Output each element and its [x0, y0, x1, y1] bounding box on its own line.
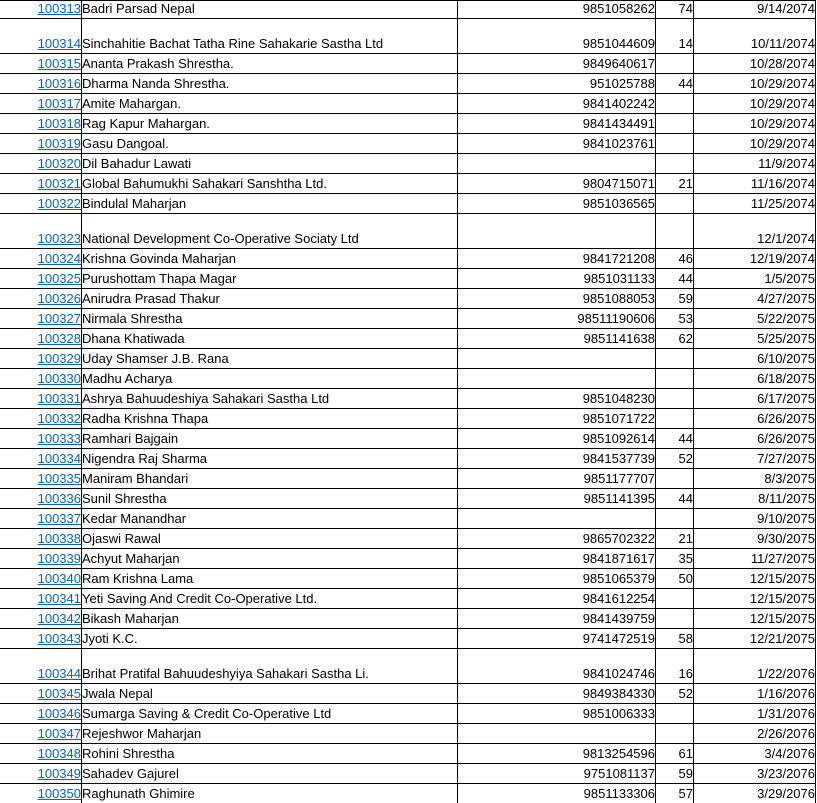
age-cell[interactable]	[656, 704, 694, 724]
table-row	[0, 764, 816, 784]
date-cell[interactable]: 12/15/2075	[694, 569, 816, 589]
date-cell[interactable]: 3/23/2076	[694, 764, 816, 784]
phone-cell[interactable]: 9851092614	[458, 429, 656, 449]
date-cell[interactable]: 8/11/2075	[694, 489, 816, 509]
record-id-link[interactable]: 100334	[37, 451, 81, 466]
date-cell[interactable]: 3/4/2076	[694, 744, 816, 764]
age-cell[interactable]: 53	[656, 309, 694, 329]
age-cell[interactable]: 44	[656, 74, 694, 94]
name-cell[interactable]: Madhu Acharya	[82, 369, 458, 389]
phone-cell[interactable]: 9841721208	[458, 249, 656, 269]
table-row	[0, 114, 816, 134]
name-cell[interactable]: National Development Co-Operative Sociaty Ltd	[82, 214, 458, 249]
record-id-link[interactable]: 100328	[37, 331, 81, 346]
name-cell[interactable]: Jyoti K.C.	[82, 629, 458, 649]
name-cell[interactable]: Dharma Nanda Shrestha.	[82, 74, 458, 94]
date-cell[interactable]: 10/29/2074	[694, 134, 816, 154]
name-cell[interactable]: Rohini Shrestha	[82, 744, 458, 764]
record-id-cell	[0, 114, 82, 134]
name-cell[interactable]: Bindulal Maharjan	[82, 194, 458, 214]
phone-cell[interactable]: 9813254596	[458, 744, 656, 764]
record-id-cell	[0, 609, 82, 629]
record-id-cell	[0, 469, 82, 489]
table-row	[0, 489, 816, 509]
table-row	[0, 629, 816, 649]
record-id-cell	[0, 1, 82, 19]
date-cell[interactable]: 7/27/2075	[694, 449, 816, 469]
phone-cell[interactable]: 9841023761	[458, 134, 656, 154]
phone-cell[interactable]: 9851177707	[458, 469, 656, 489]
record-id-cell	[0, 214, 82, 249]
age-cell[interactable]	[656, 724, 694, 744]
table-row	[0, 214, 816, 249]
phone-cell[interactable]: 9851048230	[458, 389, 656, 409]
record-id-link[interactable]: 100313	[37, 1, 81, 16]
phone-cell[interactable]	[458, 724, 656, 744]
phone-cell[interactable]: 9851141638	[458, 329, 656, 349]
table-row	[0, 349, 816, 369]
phone-cell[interactable]: 9851141395	[458, 489, 656, 509]
record-id-cell	[0, 569, 82, 589]
date-cell[interactable]: 10/29/2074	[694, 114, 816, 134]
record-id-cell	[0, 369, 82, 389]
age-cell[interactable]	[656, 589, 694, 609]
record-id-cell	[0, 529, 82, 549]
phone-cell[interactable]: 98511190606	[458, 309, 656, 329]
date-cell[interactable]: 1/5/2075	[694, 269, 816, 289]
name-cell[interactable]: Uday Shamser J.B. Rana	[82, 349, 458, 369]
phone-cell[interactable]: 9841402242	[458, 94, 656, 114]
age-cell[interactable]: 44	[656, 269, 694, 289]
date-cell[interactable]: 6/17/2075	[694, 389, 816, 409]
age-cell[interactable]: 16	[656, 649, 694, 684]
phone-cell[interactable]: 9849384330	[458, 684, 656, 704]
date-cell[interactable]: 12/1/2074	[694, 214, 816, 249]
date-cell[interactable]: 10/29/2074	[694, 94, 816, 114]
date-cell[interactable]: 6/26/2075	[694, 429, 816, 449]
phone-cell[interactable]: 951025788	[458, 74, 656, 94]
age-cell[interactable]: 61	[656, 744, 694, 764]
date-cell[interactable]: 11/27/2075	[694, 549, 816, 569]
name-cell[interactable]: Maniram Bhandari	[82, 469, 458, 489]
table-row	[0, 649, 816, 684]
name-cell[interactable]: Sumarga Saving & Credit Co-Operative Ltd	[82, 704, 458, 724]
record-id-cell	[0, 74, 82, 94]
date-cell[interactable]: 10/11/2074	[694, 19, 816, 54]
record-id-cell	[0, 509, 82, 529]
name-cell[interactable]: Achyut Maharjan	[82, 549, 458, 569]
record-id-link[interactable]: 100350	[37, 786, 81, 801]
phone-cell[interactable]	[458, 154, 656, 174]
table-row	[0, 609, 816, 629]
age-cell[interactable]: 52	[656, 684, 694, 704]
record-id-link[interactable]: 100331	[37, 391, 81, 406]
record-id-link[interactable]: 100345	[37, 686, 81, 701]
record-id-cell	[0, 54, 82, 74]
record-id-cell	[0, 94, 82, 114]
age-cell[interactable]	[656, 349, 694, 369]
date-cell[interactable]: 10/28/2074	[694, 54, 816, 74]
table-row	[0, 469, 816, 489]
records-table-body	[0, 1, 816, 803]
age-cell[interactable]: 74	[656, 1, 694, 19]
record-id-link[interactable]: 100347	[37, 726, 81, 741]
age-cell[interactable]	[656, 134, 694, 154]
record-id-cell	[0, 429, 82, 449]
age-cell[interactable]: 62	[656, 329, 694, 349]
phone-cell[interactable]: 9851065379	[458, 569, 656, 589]
age-cell[interactable]	[656, 94, 694, 114]
table-row	[0, 154, 816, 174]
date-cell[interactable]: 5/22/2075	[694, 309, 816, 329]
age-cell[interactable]: 59	[656, 764, 694, 784]
phone-cell[interactable]: 9841612254	[458, 589, 656, 609]
phone-cell[interactable]: 9851006333	[458, 704, 656, 724]
record-id-link[interactable]: 100317	[37, 96, 81, 111]
phone-cell[interactable]	[458, 214, 656, 249]
phone-cell[interactable]	[458, 349, 656, 369]
record-id-link[interactable]: 100318	[37, 116, 81, 131]
phone-cell[interactable]: 9841537739	[458, 449, 656, 469]
phone-cell[interactable]: 9851058262	[458, 1, 656, 19]
age-cell[interactable]	[656, 609, 694, 629]
table-row	[0, 744, 816, 764]
name-cell[interactable]: Gasu Dangoal.	[82, 134, 458, 154]
age-cell[interactable]	[656, 214, 694, 249]
record-id-cell	[0, 724, 82, 744]
name-cell[interactable]: Ananta Prakash Shrestha.	[82, 54, 458, 74]
age-cell[interactable]	[656, 389, 694, 409]
phone-cell[interactable]: 9841871617	[458, 549, 656, 569]
record-id-link[interactable]: 100344	[37, 666, 81, 681]
record-id-link[interactable]: 100339	[37, 551, 81, 566]
phone-cell[interactable]: 9804715071	[458, 174, 656, 194]
name-cell[interactable]: Ojaswi Rawal	[82, 529, 458, 549]
age-cell[interactable]	[656, 194, 694, 214]
record-id-cell	[0, 349, 82, 369]
date-cell[interactable]: 3/29/2076	[694, 784, 816, 803]
record-id-cell	[0, 329, 82, 349]
table-row	[0, 269, 816, 289]
table-row	[0, 74, 816, 94]
phone-cell[interactable]: 9851071722	[458, 409, 656, 429]
table-row	[0, 249, 816, 269]
name-cell[interactable]: Purushottam Thapa Magar	[82, 269, 458, 289]
table-row	[0, 289, 816, 309]
record-id-link[interactable]: 100320	[37, 156, 81, 171]
record-id-link[interactable]: 100326	[37, 291, 81, 306]
table-row	[0, 329, 816, 349]
record-id-link[interactable]: 100337	[37, 511, 81, 526]
name-cell[interactable]: Anirudra Prasad Thakur	[82, 289, 458, 309]
record-id-cell	[0, 134, 82, 154]
record-id-cell	[0, 649, 82, 684]
age-cell[interactable]: 44	[656, 489, 694, 509]
age-cell[interactable]	[656, 54, 694, 74]
record-id-cell	[0, 389, 82, 409]
age-cell[interactable]: 21	[656, 529, 694, 549]
table-row	[0, 389, 816, 409]
name-cell[interactable]: Sunil Shrestha	[82, 489, 458, 509]
record-id-link[interactable]: 100325	[37, 271, 81, 286]
record-id-link[interactable]: 100322	[37, 196, 81, 211]
phone-cell[interactable]: 9751081137	[458, 764, 656, 784]
name-cell[interactable]: Nigendra Raj Sharma	[82, 449, 458, 469]
name-cell[interactable]: Rejeshwor Maharjan	[82, 724, 458, 744]
table-row	[0, 1, 816, 19]
record-id-link[interactable]: 100321	[37, 176, 81, 191]
record-id-cell	[0, 784, 82, 803]
date-cell[interactable]: 10/29/2074	[694, 74, 816, 94]
age-cell[interactable]: 59	[656, 289, 694, 309]
name-cell[interactable]: Ram Krishna Lama	[82, 569, 458, 589]
name-cell[interactable]: Krishna Govinda Maharjan	[82, 249, 458, 269]
record-id-cell	[0, 449, 82, 469]
record-id-cell	[0, 549, 82, 569]
record-id-cell	[0, 764, 82, 784]
table-row	[0, 704, 816, 724]
record-id-link[interactable]: 100335	[37, 471, 81, 486]
table-row	[0, 429, 816, 449]
date-cell[interactable]: 2/26/2076	[694, 724, 816, 744]
age-cell[interactable]: 44	[656, 429, 694, 449]
date-cell[interactable]: 6/18/2075	[694, 369, 816, 389]
record-id-link[interactable]: 100340	[37, 571, 81, 586]
record-id-link[interactable]: 100329	[37, 351, 81, 366]
age-cell[interactable]: 52	[656, 449, 694, 469]
table-row	[0, 724, 816, 744]
age-cell[interactable]: 21	[656, 174, 694, 194]
phone-cell[interactable]: 9741472519	[458, 629, 656, 649]
table-row	[0, 784, 816, 803]
table-row	[0, 94, 816, 114]
record-id-cell	[0, 19, 82, 54]
name-cell[interactable]: Nirmala Shrestha	[82, 309, 458, 329]
date-cell[interactable]: 9/14/2074	[694, 1, 816, 19]
record-id-cell	[0, 744, 82, 764]
record-id-cell	[0, 704, 82, 724]
record-id-link[interactable]: 100342	[37, 611, 81, 626]
date-cell[interactable]: 9/30/2075	[694, 529, 816, 549]
phone-cell[interactable]	[458, 509, 656, 529]
date-cell[interactable]: 5/25/2075	[694, 329, 816, 349]
name-cell[interactable]: Dhana Khatiwada	[82, 329, 458, 349]
age-cell[interactable]	[656, 369, 694, 389]
date-cell[interactable]: 1/22/2076	[694, 649, 816, 684]
table-row	[0, 529, 816, 549]
record-id-link[interactable]: 100333	[37, 431, 81, 446]
age-cell[interactable]	[656, 509, 694, 529]
record-id-link[interactable]: 100348	[37, 746, 81, 761]
record-id-cell	[0, 409, 82, 429]
name-cell[interactable]: Brihat Pratifal Bahuudeshyiya Sahakari Sastha Li.	[82, 649, 458, 684]
table-row	[0, 19, 816, 54]
age-cell[interactable]	[656, 154, 694, 174]
record-id-cell	[0, 249, 82, 269]
age-cell[interactable]: 58	[656, 629, 694, 649]
table-row	[0, 54, 816, 74]
phone-cell[interactable]: 9851088053	[458, 289, 656, 309]
record-id-cell	[0, 629, 82, 649]
name-cell[interactable]: Badri Parsad Nepal	[82, 1, 458, 19]
date-cell[interactable]: 12/19/2074	[694, 249, 816, 269]
name-cell[interactable]: Bikash Maharjan	[82, 609, 458, 629]
age-cell[interactable]: 50	[656, 569, 694, 589]
record-id-cell	[0, 269, 82, 289]
table-row	[0, 509, 816, 529]
table-row	[0, 309, 816, 329]
record-id-link[interactable]: 100349	[37, 766, 81, 781]
name-cell[interactable]: Sinchahitie Bachat Tatha Rine Sahakarie Sastha Ltd	[82, 19, 458, 54]
date-cell[interactable]: 11/9/2074	[694, 154, 816, 174]
record-id-link[interactable]: 100336	[37, 491, 81, 506]
record-id-cell	[0, 489, 82, 509]
age-cell[interactable]	[656, 114, 694, 134]
table-row	[0, 369, 816, 389]
date-cell[interactable]: 8/3/2075	[694, 469, 816, 489]
name-cell[interactable]: Kedar Manandhar	[82, 509, 458, 529]
phone-cell[interactable]: 9841434491	[458, 114, 656, 134]
phone-cell[interactable]: 9841024746	[458, 649, 656, 684]
record-id-cell	[0, 309, 82, 329]
name-cell[interactable]: Ramhari Bajgain	[82, 429, 458, 449]
table-row	[0, 589, 816, 609]
record-id-link[interactable]: 100341	[37, 591, 81, 606]
age-cell[interactable]: 57	[656, 784, 694, 803]
phone-cell[interactable]: 9865702322	[458, 529, 656, 549]
table-row	[0, 449, 816, 469]
name-cell[interactable]: Dil Bahadur Lawati	[82, 154, 458, 174]
record-id-cell	[0, 174, 82, 194]
date-cell[interactable]: 11/25/2074	[694, 194, 816, 214]
age-cell[interactable]: 14	[656, 19, 694, 54]
date-cell[interactable]: 1/16/2076	[694, 684, 816, 704]
record-id-link[interactable]: 100330	[37, 371, 81, 386]
phone-cell[interactable]: 9849640617	[458, 54, 656, 74]
phone-cell[interactable]: 9851031133	[458, 269, 656, 289]
age-cell[interactable]: 46	[656, 249, 694, 269]
name-cell[interactable]: Global Bahumukhi Sahakari Sanshtha Ltd.	[82, 174, 458, 194]
table-row	[0, 569, 816, 589]
name-cell[interactable]: Jwala Nepal	[82, 684, 458, 704]
record-id-link[interactable]: 100332	[37, 411, 81, 426]
date-cell[interactable]: 12/15/2075	[694, 589, 816, 609]
date-cell[interactable]: 6/10/2075	[694, 349, 816, 369]
table-row	[0, 409, 816, 429]
record-id-link[interactable]: 100319	[37, 136, 81, 151]
phone-cell[interactable]: 9851036565	[458, 194, 656, 214]
record-id-cell	[0, 589, 82, 609]
name-cell[interactable]: Raghunath Ghimire	[82, 784, 458, 803]
record-id-link[interactable]: 100314	[37, 36, 81, 51]
record-id-link[interactable]: 100315	[37, 56, 81, 71]
record-id-link[interactable]: 100316	[37, 76, 81, 91]
phone-cell[interactable]: 9841439759	[458, 609, 656, 629]
record-id-link[interactable]: 100338	[37, 531, 81, 546]
record-id-link[interactable]: 100324	[37, 251, 81, 266]
date-cell[interactable]: 11/16/2074	[694, 174, 816, 194]
name-cell[interactable]: Radha Krishna Thapa	[82, 409, 458, 429]
date-cell[interactable]: 4/27/2075	[694, 289, 816, 309]
table-row	[0, 134, 816, 154]
age-cell[interactable]	[656, 469, 694, 489]
record-id-link[interactable]: 100323	[37, 231, 81, 246]
record-id-link[interactable]: 100327	[37, 311, 81, 326]
date-cell[interactable]: 1/31/2076	[694, 704, 816, 724]
record-id-cell	[0, 154, 82, 174]
record-id-link[interactable]: 100343	[37, 631, 81, 646]
phone-cell[interactable]: 9851044609	[458, 19, 656, 54]
date-cell[interactable]: 12/15/2075	[694, 609, 816, 629]
table-row	[0, 549, 816, 569]
record-id-cell	[0, 684, 82, 704]
date-cell[interactable]: 12/21/2075	[694, 629, 816, 649]
record-id-cell	[0, 194, 82, 214]
date-cell[interactable]: 9/10/2075	[694, 509, 816, 529]
age-cell[interactable]	[656, 409, 694, 429]
name-cell[interactable]: Rag Kapur Mahargan.	[82, 114, 458, 134]
name-cell[interactable]: Amite Mahargan.	[82, 94, 458, 114]
name-cell[interactable]: Yeti Saving And Credit Co-Operative Ltd.	[82, 589, 458, 609]
table-row	[0, 194, 816, 214]
record-id-cell	[0, 289, 82, 309]
age-cell[interactable]: 35	[656, 549, 694, 569]
date-cell[interactable]: 6/26/2075	[694, 409, 816, 429]
name-cell[interactable]: Ashrya Bahuudeshiya Sahakari Sastha Ltd	[82, 389, 458, 409]
phone-cell[interactable]	[458, 369, 656, 389]
table-row	[0, 174, 816, 194]
record-id-link[interactable]: 100346	[37, 706, 81, 721]
name-cell[interactable]: Sahadev Gajurel	[82, 764, 458, 784]
table-row	[0, 684, 816, 704]
phone-cell[interactable]: 9851133306	[458, 784, 656, 803]
